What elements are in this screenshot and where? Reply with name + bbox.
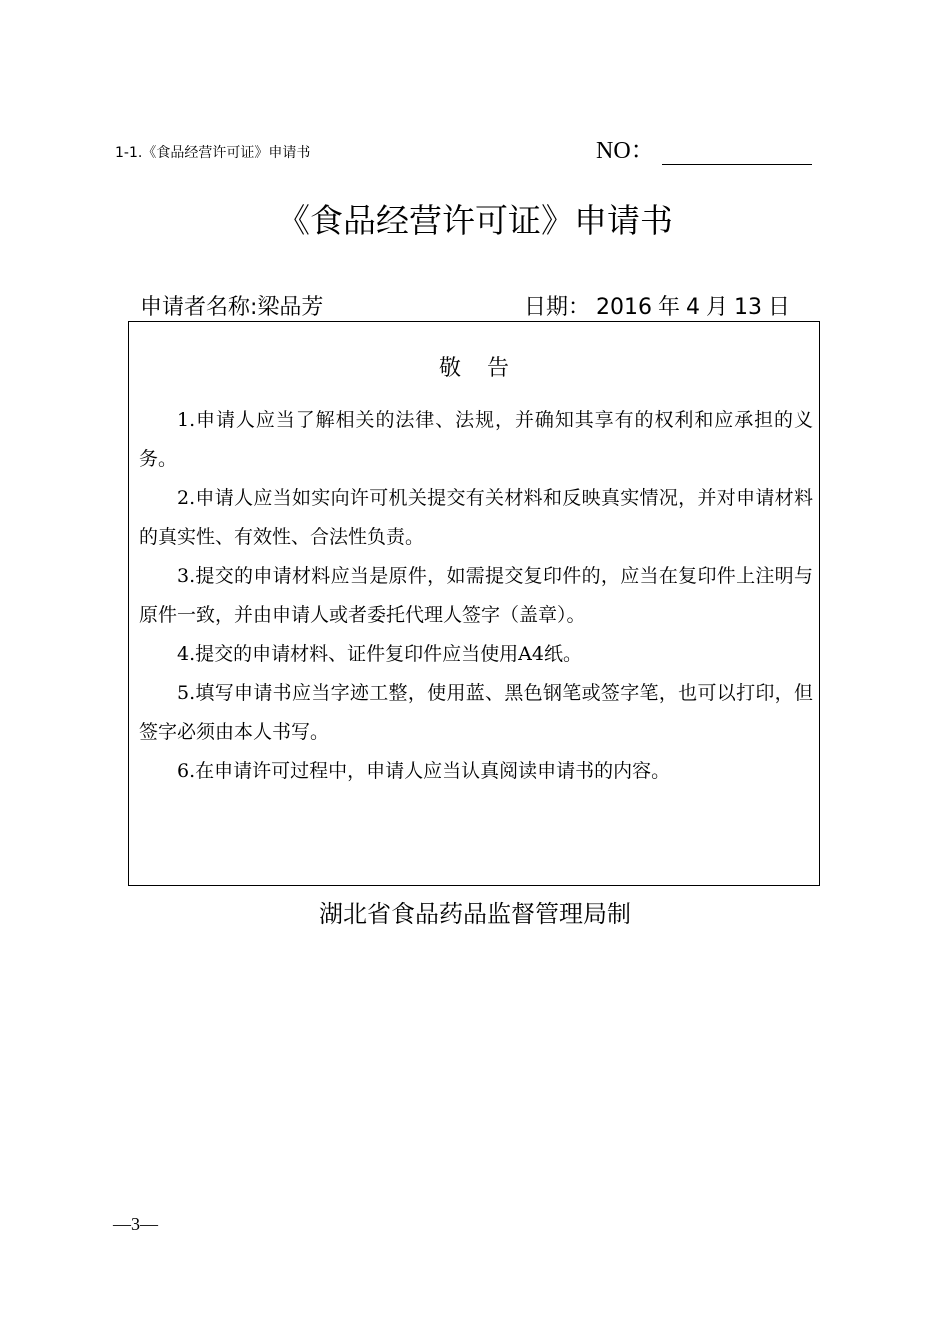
application-date-row bbox=[524, 292, 790, 324]
page-title: 《食品经营许可证》申请书 bbox=[277, 201, 673, 240]
notice-item-1: 1.申请人应当了解相关的法律、法规，并确知其享有的权利和应承担的义务。 bbox=[139, 409, 813, 470]
issuing-authority: 湖北省食品药品监督管理局制 bbox=[319, 900, 631, 928]
notice-item-6: 6.在申请许可过程中，申请人应当认真阅读申请书的内容。 bbox=[177, 760, 671, 782]
date-year: 2016 bbox=[596, 295, 653, 320]
date-month: 4 bbox=[686, 295, 701, 320]
form-code: 1-1.《食品经营许可证》申请书 bbox=[115, 145, 311, 161]
notice-item-2: 2.申请人应当如实向许可机关提交有关材料和反映真实情况，并对申请材料的真实性、有效性、合法性负责。 bbox=[139, 487, 813, 548]
notice-item-5: 5.填写申请书应当字迹工整，使用蓝、黑色钢笔或签字笔，也可以打印，但签字必须由本人书写。 bbox=[139, 682, 813, 743]
document-number-label: NO： bbox=[596, 138, 655, 164]
notice-item-3: 3.提交的申请材料应当是原件，如需提交复印件的，应当在复印件上注明与原件一致，并由申请人或者委托代理人签字（盖章）。 bbox=[139, 565, 813, 626]
date-year-unit: 年 bbox=[658, 295, 681, 320]
date-label: 日期： bbox=[524, 295, 591, 320]
page-number: —3— bbox=[113, 1214, 158, 1234]
notice-title: 敬告 bbox=[438, 356, 535, 381]
applicant-name-row bbox=[140, 292, 323, 324]
notice-box bbox=[128, 321, 820, 886]
date-month-unit: 月 bbox=[706, 295, 729, 320]
applicant-name-value: 梁品芳 bbox=[257, 295, 324, 320]
notice-list bbox=[139, 401, 813, 791]
notice-item-4: 4.提交的申请材料、证件复印件应当使用A4纸。 bbox=[177, 643, 582, 665]
applicant-name-label: 申请者名称: bbox=[140, 295, 258, 320]
date-day-unit: 日 bbox=[768, 295, 791, 320]
document-number-field[interactable] bbox=[662, 164, 812, 165]
date-day: 13 bbox=[734, 295, 763, 320]
